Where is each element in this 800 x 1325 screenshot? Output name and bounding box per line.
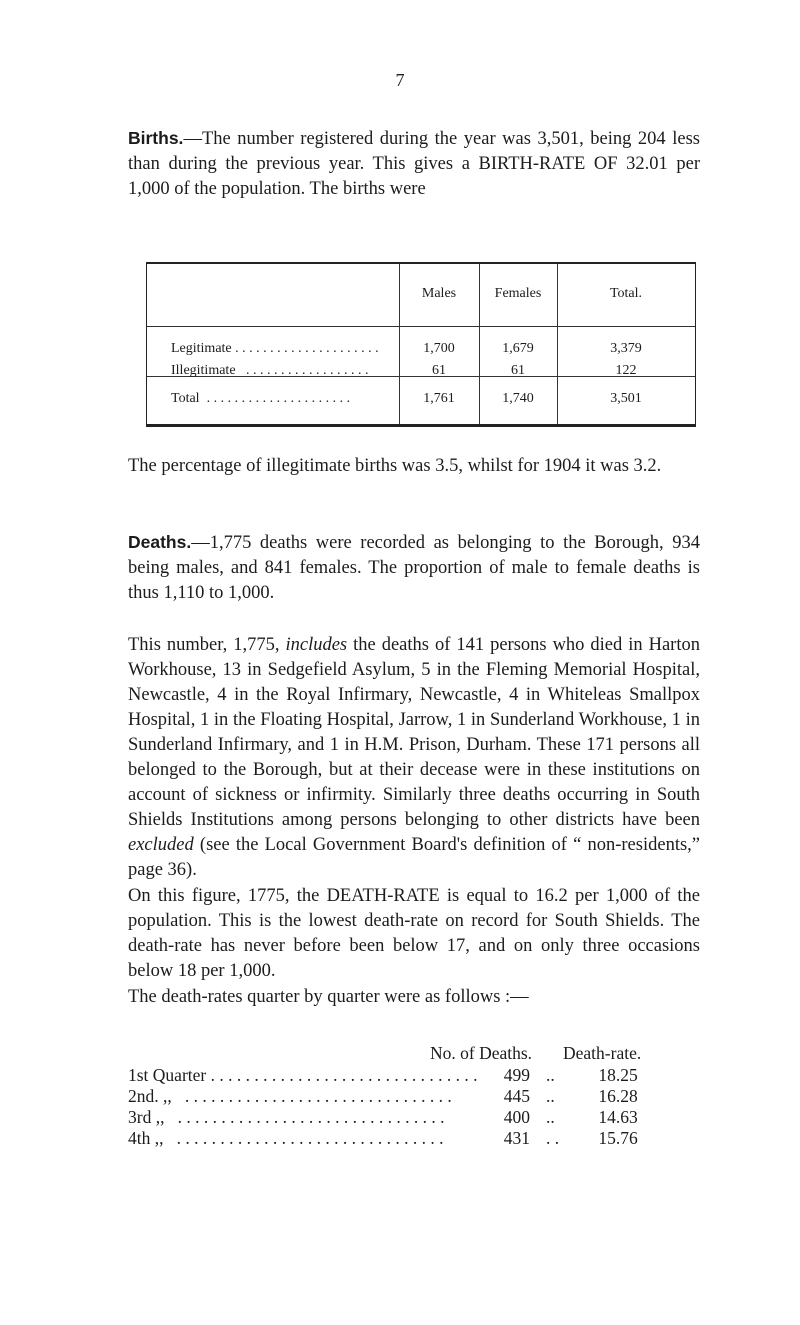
row-legitimate-females: 1,679 (502, 341, 534, 356)
quarter-row-rate: 15.76 (598, 1128, 638, 1148)
deaths-heading: Deaths. (128, 532, 192, 552)
institutions-paragraph: This number, 1,775, includes the deaths of 141 persons who died in Harton Workhouse, 13 in Sedgefield Asylum, 5 in the Fleming Memorial Hospital, Newcastle, 4 in the Royal Infirmary, Newcastle, 4 in Whiteleas Smallpox Hospital, 1 in the Floating Hospital, Jarrow, 1 in Sunderland Workhouse, 1 in Sunderland Infirmary, and 1 in H.M. Prison, Durham. These 171 persons all belonged to the Borough, but at their decease were in these institutions on account of sickness or infirmity. Similarly three deaths occurring in South Shields Institutions among persons belonging to other districts have been excluded (see the Local Government Board's definition of “ non-residents,” page 36). (128, 635, 700, 880)
row-legitimate-label: Legitimate . . . . . . . . . . . . . . . . . . . . . (171, 341, 379, 356)
quarter-row-deaths: 431 (503, 1128, 530, 1148)
births-paragraph (128, 126, 700, 202)
quarter-row-deaths: 400 (503, 1107, 530, 1127)
deaths-paragraph (128, 530, 700, 606)
quarter-row-sep: .. (546, 1107, 555, 1127)
quarter-row-sep: . . (546, 1128, 560, 1148)
quarter-row-label: 3rd ,, . . . . . . . . . . . . . . . . . . . . . . . . . . . . . . . (128, 1107, 445, 1127)
row-total-total: 3,501 (610, 391, 642, 406)
births-text: —The number registered during the year was 3,501, being 204 less than during the previous year. This gives a BIRTH-RATE OF 32.01 per 1,000 of the population. The births were (128, 129, 700, 199)
page-number: 7 (395, 70, 405, 90)
includes-emphasis: includes (285, 635, 348, 655)
deaths-text: —1,775 deaths were recorded as belonging to the Borough, 934 being males, and 841 females. The proportion of male to female deaths is thus 1,110 to 1,000. (128, 533, 700, 603)
row-illegitimate-total: 122 (615, 363, 637, 378)
row-illegitimate-males: 61 (432, 363, 446, 378)
col-females-header: Females (494, 286, 542, 301)
row-legitimate-males: 1,700 (423, 341, 455, 356)
row-illegitimate-females: 61 (511, 363, 525, 378)
quarter-row-label: 1st Quarter . . . . . . . . . . . . . . . . . . . . . . . . . . . . . . . (128, 1065, 478, 1085)
excluded-emphasis: excluded (128, 835, 194, 855)
quarter-row-sep: .. (546, 1065, 555, 1085)
quarter-row-sep: .. (546, 1086, 555, 1106)
quarter-header-deaths: No. of Deaths. (430, 1043, 533, 1063)
quarter-row-deaths: 445 (503, 1086, 530, 1106)
births-table (146, 262, 696, 427)
quarter-intro: The death-rates quarter by quarter were as follows :— (128, 987, 529, 1007)
quarter-row-rate: 14.63 (598, 1107, 638, 1127)
row-legitimate-total: 3,379 (610, 341, 642, 356)
quarter-row-label: 2nd. ,, . . . . . . . . . . . . . . . . . . . . . . . . . . . . . . . (128, 1086, 452, 1106)
row-total-females: 1,740 (502, 391, 534, 406)
row-total-males: 1,761 (423, 391, 455, 406)
col-total-header: Total. (609, 286, 643, 301)
death-rate-paragraph: On this figure, 1775, the DEATH-RATE is equal to 16.2 per 1,000 of the population. This is the lowest death-rate on record for South Shields. The death-rate has never before been below 17, and on only three occasions below 18 per 1,000. (128, 886, 700, 981)
births-heading: Births. (128, 128, 184, 148)
row-illegitimate-label: Illegitimate . . . . . . . . . . . . . . . . . . (171, 363, 369, 378)
quarter-row-rate: 18.25 (598, 1065, 638, 1085)
illegitimate-paragraph: The percentage of illegitimate births was 3.5, whilst for 1904 it was 3.2. (128, 456, 662, 476)
row-total-label: Total . . . . . . . . . . . . . . . . . . . . . (171, 391, 351, 406)
quarter-row-rate: 16.28 (598, 1086, 638, 1106)
quarter-header-rate: Death-rate. (563, 1043, 642, 1063)
quarter-row-label: 4th ,, . . . . . . . . . . . . . . . . . . . . . . . . . . . . . . . (128, 1128, 444, 1148)
col-males-header: Males (421, 286, 457, 301)
quarter-row-deaths: 499 (503, 1065, 530, 1085)
